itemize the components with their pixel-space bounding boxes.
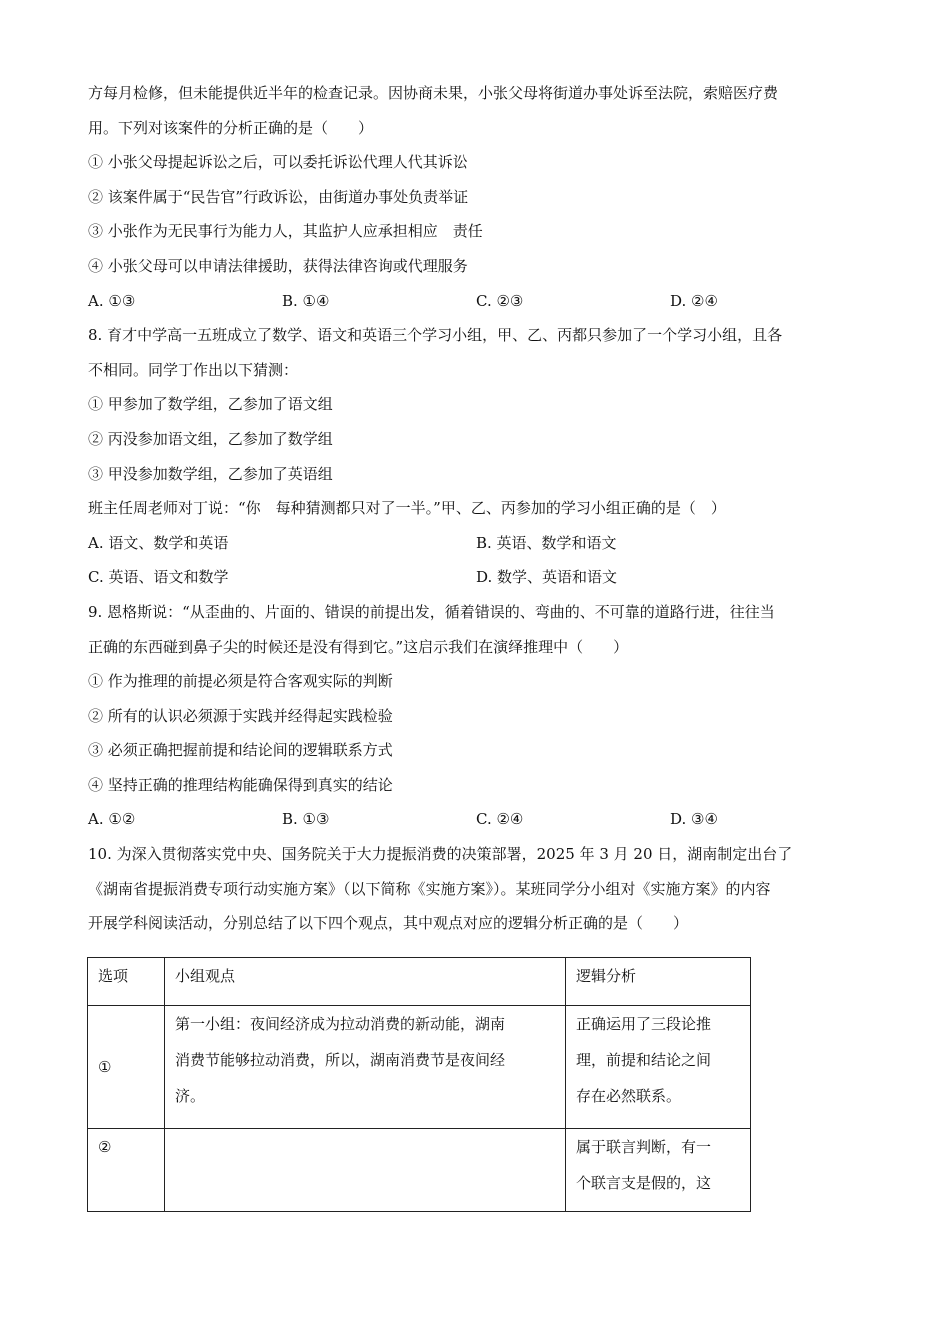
cell-line: 存在必然联系。	[576, 1087, 682, 1105]
logic-analysis-table	[87, 957, 751, 1212]
question-text: 8. 育才中学高一五班成立了数学、语文和英语三个学习小组，甲、乙、丙都只参加了一个学习小组，且各	[88, 326, 783, 345]
table-header-row	[88, 958, 751, 1006]
table-row	[88, 1129, 751, 1212]
cell-line: 理，前提和结论之间	[576, 1051, 712, 1069]
cell-line: 个联言支是假的，这	[576, 1174, 712, 1192]
option-d: D. ②④	[670, 291, 718, 310]
question-7	[88, 76, 868, 318]
statement: ④ 小张父母可以申请法律援助，获得法律咨询或代理服务	[88, 256, 468, 275]
answer-options	[88, 526, 868, 561]
header-analysis: 逻辑分析	[566, 958, 751, 1006]
cell-analysis	[566, 1006, 751, 1129]
statement: ② 丙没参加语文组，乙参加了数学组	[88, 429, 333, 448]
option-c: C. ②④	[476, 810, 524, 829]
cell-view	[165, 1129, 566, 1212]
header-option: 选项	[88, 958, 165, 1006]
statement: ③ 小张作为无民事行为能力人，其监护人应承担相应 责任	[88, 222, 483, 241]
cell-view	[165, 1006, 566, 1129]
cell-option: ②	[88, 1129, 165, 1212]
cell-line: 第一小组：夜间经济成为拉动消费的新动能，湖南	[175, 1015, 506, 1033]
question-text: 9. 恩格斯说：“从歪曲的、片面的、错误的前提出发，循着错误的、弯曲的、不可靠的道路行进，往往当	[88, 602, 775, 621]
statement: ④ 坚持正确的推理结构能确保得到真实的结论	[88, 775, 393, 794]
question-text: 方每月检修，但未能提供近半年的检查记录。因协商未果，小张父母将街道办事处诉至法院，索赔医疗费	[88, 84, 779, 102]
exam-page	[88, 76, 868, 941]
cell-line: 属于联言判断，有一	[576, 1138, 712, 1156]
cell-line: 正确运用了三段论推	[576, 1015, 712, 1033]
header-view: 小组观点	[165, 958, 566, 1006]
statement: ① 小张父母提起诉讼之后，可以委托诉讼代理人代其诉讼	[88, 153, 468, 172]
statement: ② 该案件属于“民告官”行政诉讼，由街道办事处负责举证	[88, 187, 469, 206]
answer-options	[88, 560, 868, 595]
cell-option: ①	[88, 1006, 165, 1129]
cell-line: 消费节能够拉动消费，所以，湖南消费节是夜间经	[175, 1051, 506, 1069]
statement: ③ 甲没参加数学组，乙参加了英语组	[88, 464, 333, 483]
question-text: 正确的东西碰到鼻子尖的时候还是没有得到它。”这启示我们在演绎推理中（ ）	[88, 637, 629, 656]
question-text: 用。下列对该案件的分析正确的是（ ）	[88, 118, 374, 137]
answer-options	[88, 802, 868, 837]
question-followup: 班主任周老师对丁说：“你 每种猜测都只对了一半。”甲、乙、丙参加的学习小组正确的是（ ）	[88, 499, 726, 518]
option-b: B. ①③	[282, 810, 330, 829]
option-d: D. ③④	[670, 810, 718, 829]
statement: ② 所有的认识必须源于实践并经得起实践检验	[88, 706, 393, 725]
option-c: C. 英语、语文和数学	[88, 568, 229, 587]
statement: ③ 必须正确把握前提和结论间的逻辑联系方式	[88, 741, 393, 760]
statement: ① 作为推理的前提必须是符合客观实际的判断	[88, 672, 393, 691]
question-text: 10. 为深入贯彻落实党中央、国务院关于大力提振消费的决策部署，2025 年 3 月 20 日，湖南制定出台了	[88, 845, 793, 864]
option-a: A. ①③	[88, 291, 136, 310]
question-text: 不相同。同学丁作出以下猜测：	[88, 360, 299, 379]
option-d: D. 数学、英语和语文	[476, 568, 618, 587]
question-8	[88, 318, 868, 595]
option-a: A. 语文、数学和英语	[88, 533, 229, 552]
option-c: C. ②③	[476, 291, 524, 310]
statement: ① 甲参加了数学组，乙参加了语文组	[88, 395, 333, 414]
cell-line: 济。	[175, 1087, 206, 1105]
answer-options	[88, 284, 868, 319]
question-10	[88, 837, 868, 941]
question-text: 开展学科阅读活动，分别总结了以下四个观点，其中观点对应的逻辑分析正确的是（ ）	[88, 914, 689, 933]
option-a: A. ①②	[88, 810, 136, 829]
option-b: B. ①④	[282, 291, 330, 310]
question-text: 《湖南省提振消费专项行动实施方案》（以下简称《实施方案》）。某班同学分小组对《实施方案》的内容	[88, 879, 771, 898]
cell-analysis	[566, 1129, 751, 1212]
question-9	[88, 595, 868, 837]
table-row	[88, 1006, 751, 1129]
option-b: B. 英语、数学和语文	[476, 533, 617, 552]
